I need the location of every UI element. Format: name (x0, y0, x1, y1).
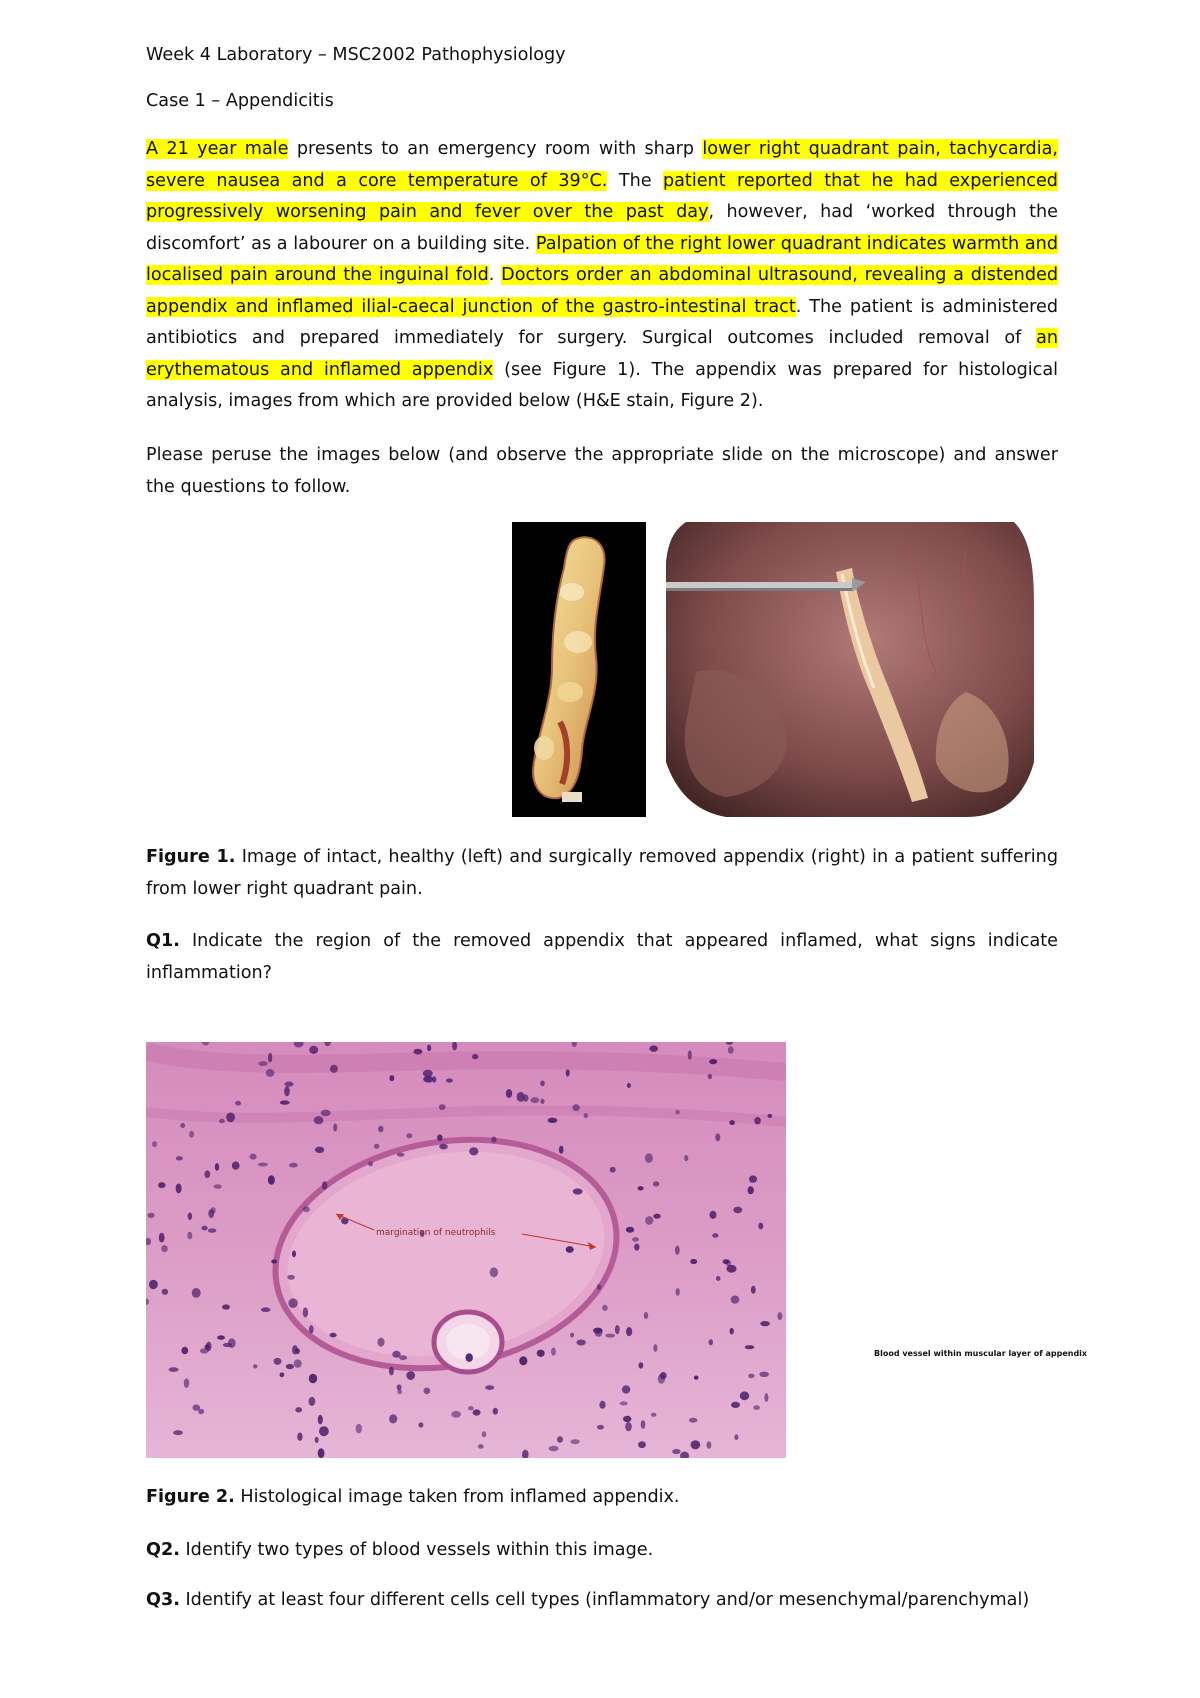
cell-nucleus (490, 1267, 498, 1277)
cell-nucleus (745, 1345, 755, 1349)
cell-nucleus (672, 1449, 681, 1454)
question-3 (146, 1585, 1058, 1617)
cell-nucleus (523, 1094, 529, 1101)
cell-nucleus (226, 1113, 235, 1123)
cell-nucleus (309, 1046, 318, 1054)
cell-nucleus (389, 1414, 397, 1423)
cell-nucleus (173, 1430, 183, 1435)
cell-nucleus (551, 1348, 556, 1356)
cell-nucleus (690, 1259, 697, 1264)
cell-nucleus (566, 1069, 570, 1076)
cell-nucleus (716, 1276, 721, 1281)
cell-nucleus (645, 1216, 653, 1225)
cell-nucleus (208, 1209, 214, 1218)
cell-nucleus (729, 1120, 735, 1125)
cell-nucleus (286, 1364, 294, 1369)
cell-nucleus (181, 1347, 188, 1354)
cell-nucleus (208, 1228, 217, 1232)
cell-nucleus (303, 1307, 308, 1317)
cell-nucleus (593, 1328, 603, 1334)
cell-nucleus (258, 1061, 267, 1066)
cell-nucleus (232, 1162, 240, 1170)
cell-nucleus (549, 1446, 559, 1452)
cell-nucleus (427, 1045, 431, 1052)
cell-nucleus (734, 1434, 738, 1440)
cell-nucleus (406, 1371, 415, 1380)
laparoscopic-view-illustration (666, 522, 1034, 817)
q3-label: Q3. (146, 1590, 180, 1610)
figure1-left-image (512, 522, 646, 817)
cell-nucleus (649, 1045, 658, 1051)
cell-nucleus (214, 1184, 222, 1188)
cell-nucleus (437, 1134, 442, 1141)
cell-nucleus (473, 1409, 481, 1415)
cell-nucleus (288, 1298, 297, 1308)
cell-nucleus (634, 1244, 639, 1251)
cell-nucleus (566, 1246, 574, 1253)
figure1-caption (146, 842, 1058, 905)
cell-nucleus (202, 1226, 208, 1231)
cell-nucleus (390, 1075, 395, 1081)
figure2-side-label: Blood vessel within muscular layer of appendix (874, 1349, 1088, 1358)
cell-nucleus (540, 1099, 544, 1104)
cell-nucleus (571, 1439, 580, 1444)
cell-nucleus (639, 1362, 644, 1368)
cell-nucleus (368, 1162, 373, 1167)
cell-nucleus (423, 1070, 433, 1077)
cell-nucleus (159, 1233, 165, 1243)
paragraph-text: (see Figure 1). The appendix was prepared for histological analysis, images from which are provided below (H&E stain, Figure 2). (146, 359, 1058, 411)
cell-nucleus (576, 1340, 585, 1346)
cell-nucleus (751, 1286, 756, 1294)
question-1 (146, 926, 1058, 989)
cell-nucleus (235, 1101, 241, 1106)
cell-nucleus (472, 1054, 478, 1059)
cell-nucleus (731, 1296, 740, 1304)
cell-nucleus (676, 1288, 680, 1296)
cell-nucleus (189, 1131, 194, 1138)
cell-nucleus (559, 1146, 564, 1154)
cell-nucleus (709, 1059, 717, 1064)
cell-nucleus (638, 1441, 646, 1448)
cell-nucleus (728, 1046, 734, 1054)
cell-nucleus (754, 1117, 761, 1124)
cell-nucleus (627, 1083, 631, 1088)
cell-nucleus (169, 1367, 179, 1372)
cell-nucleus (315, 1147, 324, 1153)
cell-nucleus (615, 1325, 620, 1334)
cell-nucleus (597, 1425, 604, 1430)
figure2-caption-text: Histological image taken from inflamed appendix. (234, 1487, 680, 1507)
cell-nucleus (645, 1153, 653, 1163)
cell-nucleus (284, 1086, 290, 1096)
cell-nucleus (777, 1312, 782, 1320)
cell-nucleus (469, 1147, 478, 1155)
highlighted-text: lower right quadrant pain, tachycardia, severe nausea and a core temperature of 39°C. (146, 139, 1058, 191)
cell-nucleus (708, 1074, 712, 1079)
appendix-specimen-illustration (512, 522, 646, 817)
cell-nucleus (176, 1184, 182, 1194)
cell-nucleus (280, 1372, 285, 1377)
cell-nucleus (217, 1335, 225, 1339)
cell-nucleus (548, 1118, 558, 1123)
cell-nucleus (638, 1186, 644, 1190)
cell-nucleus (653, 1214, 660, 1219)
cell-nucleus (715, 1133, 720, 1141)
cell-nucleus (399, 1355, 407, 1360)
cell-nucleus (292, 1251, 296, 1258)
cell-nucleus (694, 1376, 699, 1380)
cell-nucleus (644, 1312, 648, 1319)
cell-nucleus (321, 1110, 331, 1117)
cell-nucleus (330, 1333, 337, 1338)
cell-nucleus (315, 1437, 319, 1443)
cell-nucleus (287, 1275, 295, 1280)
cell-nucleus (161, 1245, 168, 1252)
cell-nucleus (152, 1141, 157, 1147)
q1-text: Indicate the region of the removed appendix that appeared inflamed, what signs indicate inflammation? (146, 931, 1058, 983)
cell-nucleus (572, 1104, 579, 1111)
cell-nucleus (219, 1119, 225, 1123)
cell-nucleus (753, 1405, 760, 1409)
cell-nucleus (570, 1333, 574, 1338)
cell-nucleus (602, 1305, 608, 1311)
cell-nucleus (268, 1175, 275, 1184)
cell-nucleus (531, 1097, 540, 1103)
cell-nucleus (706, 1441, 711, 1448)
cell-nucleus (748, 1374, 754, 1379)
page-header: Week 4 Laboratory – MSC2002 Pathophysiology (146, 45, 566, 65)
cell-nucleus (284, 1081, 293, 1086)
cell-nucleus (392, 1351, 401, 1358)
cell-nucleus (188, 1213, 193, 1220)
cell-nucleus (731, 1402, 740, 1408)
cell-nucleus (733, 1207, 742, 1214)
cell-nucleus (309, 1325, 314, 1333)
cell-nucleus (319, 1426, 329, 1436)
cell-nucleus (176, 1156, 183, 1160)
cell-nucleus (493, 1408, 498, 1415)
case-paragraph (146, 134, 1058, 418)
cell-nucleus (478, 1444, 484, 1449)
cell-nucleus (641, 1420, 646, 1429)
cell-nucleus (295, 1407, 302, 1412)
cell-nucleus (406, 1133, 412, 1138)
cell-nucleus (468, 1406, 474, 1410)
cell-nucleus (250, 1154, 257, 1160)
cell-nucleus (309, 1397, 316, 1406)
figure2-histology-image (146, 1042, 786, 1458)
cell-nucleus (289, 1163, 298, 1168)
cell-nucleus (215, 1163, 219, 1171)
cell-nucleus (318, 1415, 323, 1425)
paragraph-text: , however, had ‘worked through the discomfort’ as a labourer on a building site. (146, 202, 1058, 254)
paragraph-text: The (607, 170, 663, 191)
cell-nucleus (599, 1401, 605, 1409)
cell-nucleus (689, 1418, 698, 1423)
cell-nucleus (266, 1069, 275, 1077)
highlighted-text: Palpation of the right lower quadrant indicates warmth and localised pain around the inguinal fold (146, 233, 1058, 285)
cell-nucleus (749, 1175, 757, 1182)
figure1-right-image (666, 522, 1034, 817)
cell-nucleus (397, 1389, 402, 1394)
cell-nucleus (491, 1137, 496, 1143)
cell-nucleus (280, 1100, 290, 1104)
cell-nucleus (540, 1081, 545, 1087)
cell-nucleus (330, 1065, 338, 1073)
cell-nucleus (653, 1181, 659, 1186)
figure1-label: Figure 1. (146, 847, 236, 867)
cell-nucleus (309, 1374, 317, 1384)
cell-nucleus (485, 1385, 494, 1390)
cell-nucleus (261, 1307, 271, 1312)
histology-illustration (146, 1042, 786, 1458)
cell-nucleus (573, 1188, 583, 1194)
cell-nucleus (764, 1393, 768, 1402)
cell-nucleus (294, 1359, 302, 1367)
cell-nucleus (200, 1348, 208, 1353)
cell-nucleus (623, 1416, 631, 1422)
cell-nucleus (760, 1321, 770, 1326)
cell-nucleus (418, 1422, 423, 1427)
cell-nucleus (318, 1448, 325, 1458)
cell-nucleus (162, 1289, 169, 1295)
cell-nucleus (506, 1089, 512, 1098)
q2-text: Identify two types of blood vessels within this image. (179, 1540, 654, 1560)
cell-nucleus (258, 1163, 268, 1167)
figure1-caption-text: Image of intact, healthy (left) and surgically removed appendix (right) in a patient suffering from lower right quadrant pain. (146, 847, 1058, 899)
cell-nucleus (147, 1213, 154, 1218)
cell-nucleus (292, 1345, 298, 1354)
cell-nucleus (198, 1409, 204, 1414)
cell-nucleus (184, 1378, 189, 1388)
cell-nucleus (740, 1391, 749, 1400)
cell-nucleus (653, 1344, 657, 1352)
cell-nucleus (389, 1367, 394, 1376)
cell-nucleus (632, 1237, 639, 1241)
cell-nucleus (180, 1123, 185, 1128)
cell-nucleus (676, 1110, 680, 1114)
cell-nucleus (759, 1372, 769, 1377)
cell-nucleus (767, 1114, 772, 1118)
cell-nucleus (322, 1181, 327, 1189)
cell-nucleus (204, 1170, 210, 1178)
cell-nucleus (482, 1431, 487, 1437)
cell-nucleus (519, 1356, 527, 1365)
figure2-label: Figure 2. (146, 1487, 235, 1507)
q3-text: Identify at least four different cells cell types (inflammatory and/or mesenchymal/parenchymal) (179, 1590, 1030, 1610)
cell-nucleus (378, 1126, 383, 1133)
cell-nucleus (597, 1284, 601, 1290)
cell-nucleus (253, 1364, 257, 1368)
cell-nucleus (356, 1424, 362, 1434)
cell-nucleus (222, 1304, 230, 1309)
cell-nucleus (439, 1104, 446, 1110)
question-2 (146, 1535, 1058, 1567)
cell-nucleus (651, 1413, 657, 1417)
cell-nucleus (451, 1411, 461, 1418)
figure2-annotation: margination of neutrophils (376, 1228, 496, 1238)
cell-nucleus (333, 1124, 337, 1132)
cell-nucleus (730, 1328, 734, 1335)
cell-nucleus (413, 1049, 422, 1055)
highlighted-text: an erythematous and inflamed appendix (146, 328, 1058, 380)
cell-nucleus (268, 1053, 272, 1063)
cell-nucleus (584, 1113, 588, 1118)
cell-nucleus (688, 1050, 692, 1060)
cell-nucleus (297, 1433, 302, 1441)
paragraph-text: presents to an emergency room with sharp (288, 139, 703, 159)
cell-nucleus (314, 1116, 324, 1124)
cell-nucleus (374, 1144, 379, 1149)
cell-nucleus (622, 1385, 630, 1393)
cell-nucleus (691, 1440, 701, 1449)
q1-label: Q1. (146, 931, 180, 951)
cell-nucleus (748, 1186, 754, 1194)
cell-nucleus (377, 1338, 384, 1347)
instructions-paragraph: Please peruse the images below (and observe the appropriate slide on the microscope) and answer the questions to follow. (146, 445, 1058, 497)
cell-nucleus (439, 1144, 448, 1150)
highlighted-text: Doctors order an abdominal ultrasound, revealing a distended appendix and inflamed ilial-caecal junction of the gastro-intestinal tract (146, 265, 1058, 317)
cell-nucleus (758, 1223, 763, 1230)
paragraph-text: . The patient is administered antibiotics and prepared immediately for surgery. Surgical outcomes included removal of (146, 296, 1059, 348)
highlighted-text: patient reported that he had experienced progressively worsening pain and fever over the past day (146, 170, 1058, 222)
cell-nucleus (610, 1167, 616, 1173)
cell-nucleus (605, 1334, 615, 1338)
cell-nucleus (620, 1401, 628, 1405)
cell-nucleus (709, 1339, 713, 1345)
cell-nucleus (424, 1388, 431, 1395)
cell-nucleus (271, 1259, 277, 1263)
cell-nucleus (626, 1327, 632, 1336)
cell-nucleus (228, 1338, 236, 1348)
cell-nucleus (187, 1232, 192, 1240)
cell-nucleus (466, 1353, 473, 1362)
cell-nucleus (712, 1233, 718, 1238)
cell-nucleus (397, 1153, 405, 1157)
cell-nucleus (192, 1288, 201, 1298)
cell-nucleus (626, 1227, 634, 1233)
cell-nucleus (625, 1422, 632, 1431)
cell-nucleus (710, 1211, 717, 1219)
cell-nucleus (149, 1280, 158, 1289)
highlighted-text: A 21 year male (146, 139, 289, 159)
q2-label: Q2. (146, 1540, 180, 1560)
cell-nucleus (658, 1374, 665, 1384)
cell-nucleus (303, 1206, 310, 1212)
figure2-caption (146, 1482, 1058, 1514)
cell-nucleus (537, 1350, 545, 1357)
cell-nucleus (158, 1182, 165, 1188)
cell-nucleus (675, 1246, 680, 1255)
cell-nucleus (446, 1078, 453, 1082)
paragraph-text: . (488, 265, 502, 285)
cell-nucleus (557, 1436, 563, 1443)
cell-nucleus (684, 1155, 688, 1161)
cell-nucleus (274, 1358, 282, 1365)
cell-nucleus (726, 1260, 731, 1267)
case-title: Case 1 – Appendicitis (146, 91, 334, 111)
